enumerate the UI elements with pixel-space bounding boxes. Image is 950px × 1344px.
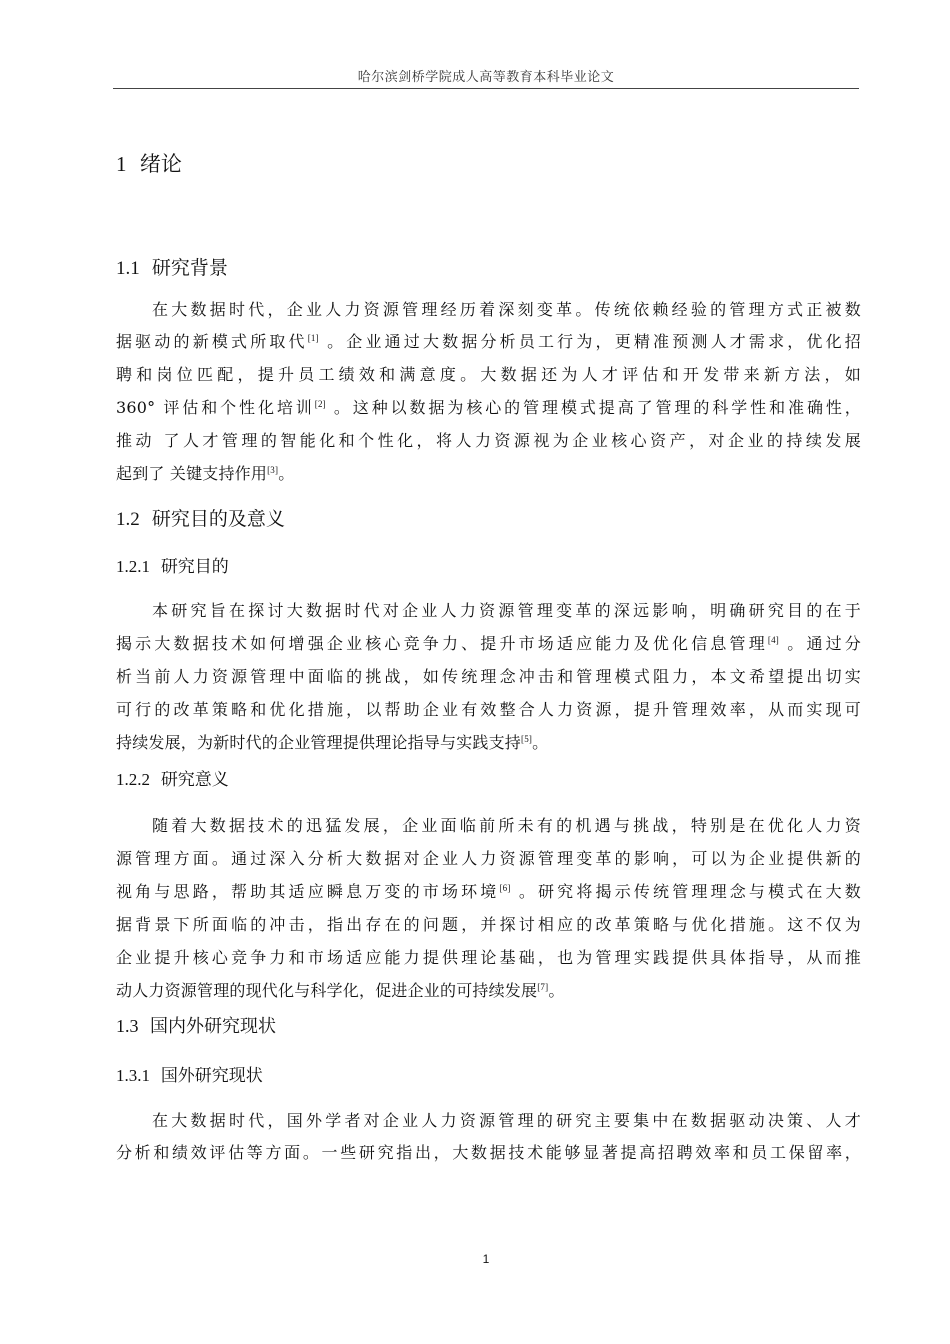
paragraph-line bbox=[116, 329, 861, 352]
line-text: 据驱动的新模式所取代 bbox=[116, 332, 308, 351]
line-text: 。 bbox=[548, 981, 565, 1000]
running-header: 哈尔滨剑桥学院成人高等教育本科毕业论文 bbox=[357, 70, 615, 85]
subsection-title: 研究意义 bbox=[160, 770, 229, 790]
line-text: 揭示大数据技术如何增强企业核心竞争力、提升市场适应能力及优化信息管理 bbox=[116, 634, 768, 653]
line-text: 持续发展，为新时代的企业管理提供理论指导与实践支持 bbox=[116, 733, 522, 752]
section-heading-1-1 bbox=[116, 253, 228, 280]
line-text: 视角与思路，帮助其适应瞬息万变的市场环境 bbox=[116, 882, 500, 901]
subsection-title: 国外研究现状 bbox=[160, 1066, 263, 1086]
paragraph-line bbox=[152, 598, 861, 621]
line-text: 企业提升核心竞争力和市场适应能力提供理论基础，也为管理实践提供具体指导，从而推 bbox=[116, 948, 861, 967]
section-title: 研究目的及意义 bbox=[151, 508, 285, 530]
line-text: 源管理方面。通过深入分析大数据对企业人力资源管理变革的影响，可以为企业提供新的 bbox=[116, 849, 861, 868]
line-text: 分析和绩效评估等方面。一些研究指出，大数据技术能够显著提高招聘效率和员工保留率， bbox=[116, 1143, 861, 1162]
page-number: 1 bbox=[482, 1252, 490, 1266]
paragraph-line bbox=[152, 813, 861, 836]
line-text: 在大数据时代，国外学者对企业人力资源管理的研究主要集中在数据驱动决策、人才 bbox=[152, 1111, 861, 1130]
subsection-heading-1-3-1 bbox=[116, 1061, 263, 1086]
paragraph-line bbox=[116, 461, 861, 484]
line-text: 在大数据时代，企业人力资源管理经历着深刻变革。传统依赖经验的管理方式正被数 bbox=[152, 300, 861, 319]
paragraph-line bbox=[116, 730, 861, 753]
paragraph-line bbox=[152, 1108, 861, 1131]
subsection-number: 1.2.1 bbox=[116, 557, 150, 576]
line-text: 推动 了人才管理的智能化和个性化，将人力资源视为企业核心资产，对企业的持续发展 bbox=[116, 431, 861, 450]
subsection-heading-1-2-2 bbox=[116, 765, 229, 790]
paragraph-line bbox=[116, 362, 861, 385]
subsection-number: 1.3.1 bbox=[116, 1066, 150, 1085]
paragraph-line bbox=[116, 879, 861, 902]
chapter-number: 1 bbox=[116, 152, 127, 176]
line-text: 。企业通过大数据分析员工行为，更精准预测人才需求，优化招 bbox=[318, 332, 861, 351]
paragraph-line bbox=[116, 912, 861, 935]
paragraph-line bbox=[116, 664, 861, 687]
line-text: 。这种以数据为核心的管理模式提高了管理的科学性和准确性， bbox=[325, 398, 862, 417]
line-text: 析当前人力资源管理中面临的挑战，如传统理念冲击和管理模式阻力，本文希望提出切实 bbox=[116, 667, 861, 686]
section-title: 研究背景 bbox=[151, 257, 228, 279]
paragraph-line bbox=[116, 428, 861, 451]
section-number: 1.1 bbox=[116, 258, 140, 279]
chapter-title: 绪论 bbox=[139, 152, 182, 176]
header-divider bbox=[113, 88, 859, 89]
citation-ref[interactable]: [6] bbox=[499, 883, 511, 893]
subsection-title: 研究目的 bbox=[160, 557, 229, 577]
paragraph-line bbox=[116, 395, 861, 418]
line-text: 可行的改革策略和优化措施，以帮助企业有效整合人力资源，提升管理效率，从而实现可 bbox=[116, 700, 861, 719]
subsection-number: 1.2.2 bbox=[116, 770, 150, 789]
section-number: 1.3 bbox=[116, 1016, 139, 1036]
chapter-heading bbox=[116, 148, 182, 178]
line-text: 本研究旨在探讨大数据时代对企业人力资源管理变革的深远影响，明确研究目的在于 bbox=[152, 601, 861, 620]
paragraph-line bbox=[152, 297, 861, 320]
citation-ref[interactable]: [4] bbox=[767, 635, 780, 645]
citation-ref[interactable]: [2] bbox=[314, 399, 326, 409]
line-text: 。 bbox=[532, 733, 549, 752]
line-text: 随着大数据技术的迅猛发展，企业面临前所未有的机遇与挑战，特别是在优化人力资 bbox=[152, 816, 861, 835]
paragraph-line bbox=[116, 1140, 861, 1163]
section-number: 1.2 bbox=[116, 509, 140, 530]
citation-ref[interactable]: [1] bbox=[307, 333, 319, 343]
line-text: 。通过分 bbox=[779, 634, 861, 653]
paragraph-line bbox=[116, 945, 861, 968]
paragraph-line bbox=[116, 978, 861, 1001]
line-text: 据背景下所面临的冲击，指出存在的问题，并探讨相应的改革策略与优化措施。这不仅为 bbox=[116, 915, 861, 934]
line-text: 。研究将揭示传统管理理念与模式在大数 bbox=[510, 882, 861, 901]
citation-ref[interactable]: [7] bbox=[537, 982, 549, 992]
subsection-heading-1-2-1 bbox=[116, 552, 229, 577]
citation-ref[interactable]: [3] bbox=[267, 465, 279, 475]
line-text: 360° 评估和个性化培训 bbox=[116, 398, 315, 417]
line-text: 动人力资源管理的现代化与科学化，促进企业的可持续发展 bbox=[116, 981, 538, 1000]
line-text: 起到了 关键支持作用 bbox=[116, 464, 268, 483]
section-title: 国内外研究现状 bbox=[149, 1016, 276, 1037]
paragraph-line bbox=[116, 697, 861, 720]
line-text: 。 bbox=[278, 464, 295, 483]
section-heading-1-3 bbox=[116, 1012, 276, 1038]
citation-ref[interactable]: [5] bbox=[521, 734, 533, 744]
section-heading-1-2 bbox=[116, 504, 285, 531]
paragraph-line bbox=[116, 631, 861, 654]
paragraph-line bbox=[116, 846, 861, 869]
line-text: 聘和岗位匹配，提升员工绩效和满意度。大数据还为人才评估和开发带来新方法，如 bbox=[116, 365, 861, 384]
